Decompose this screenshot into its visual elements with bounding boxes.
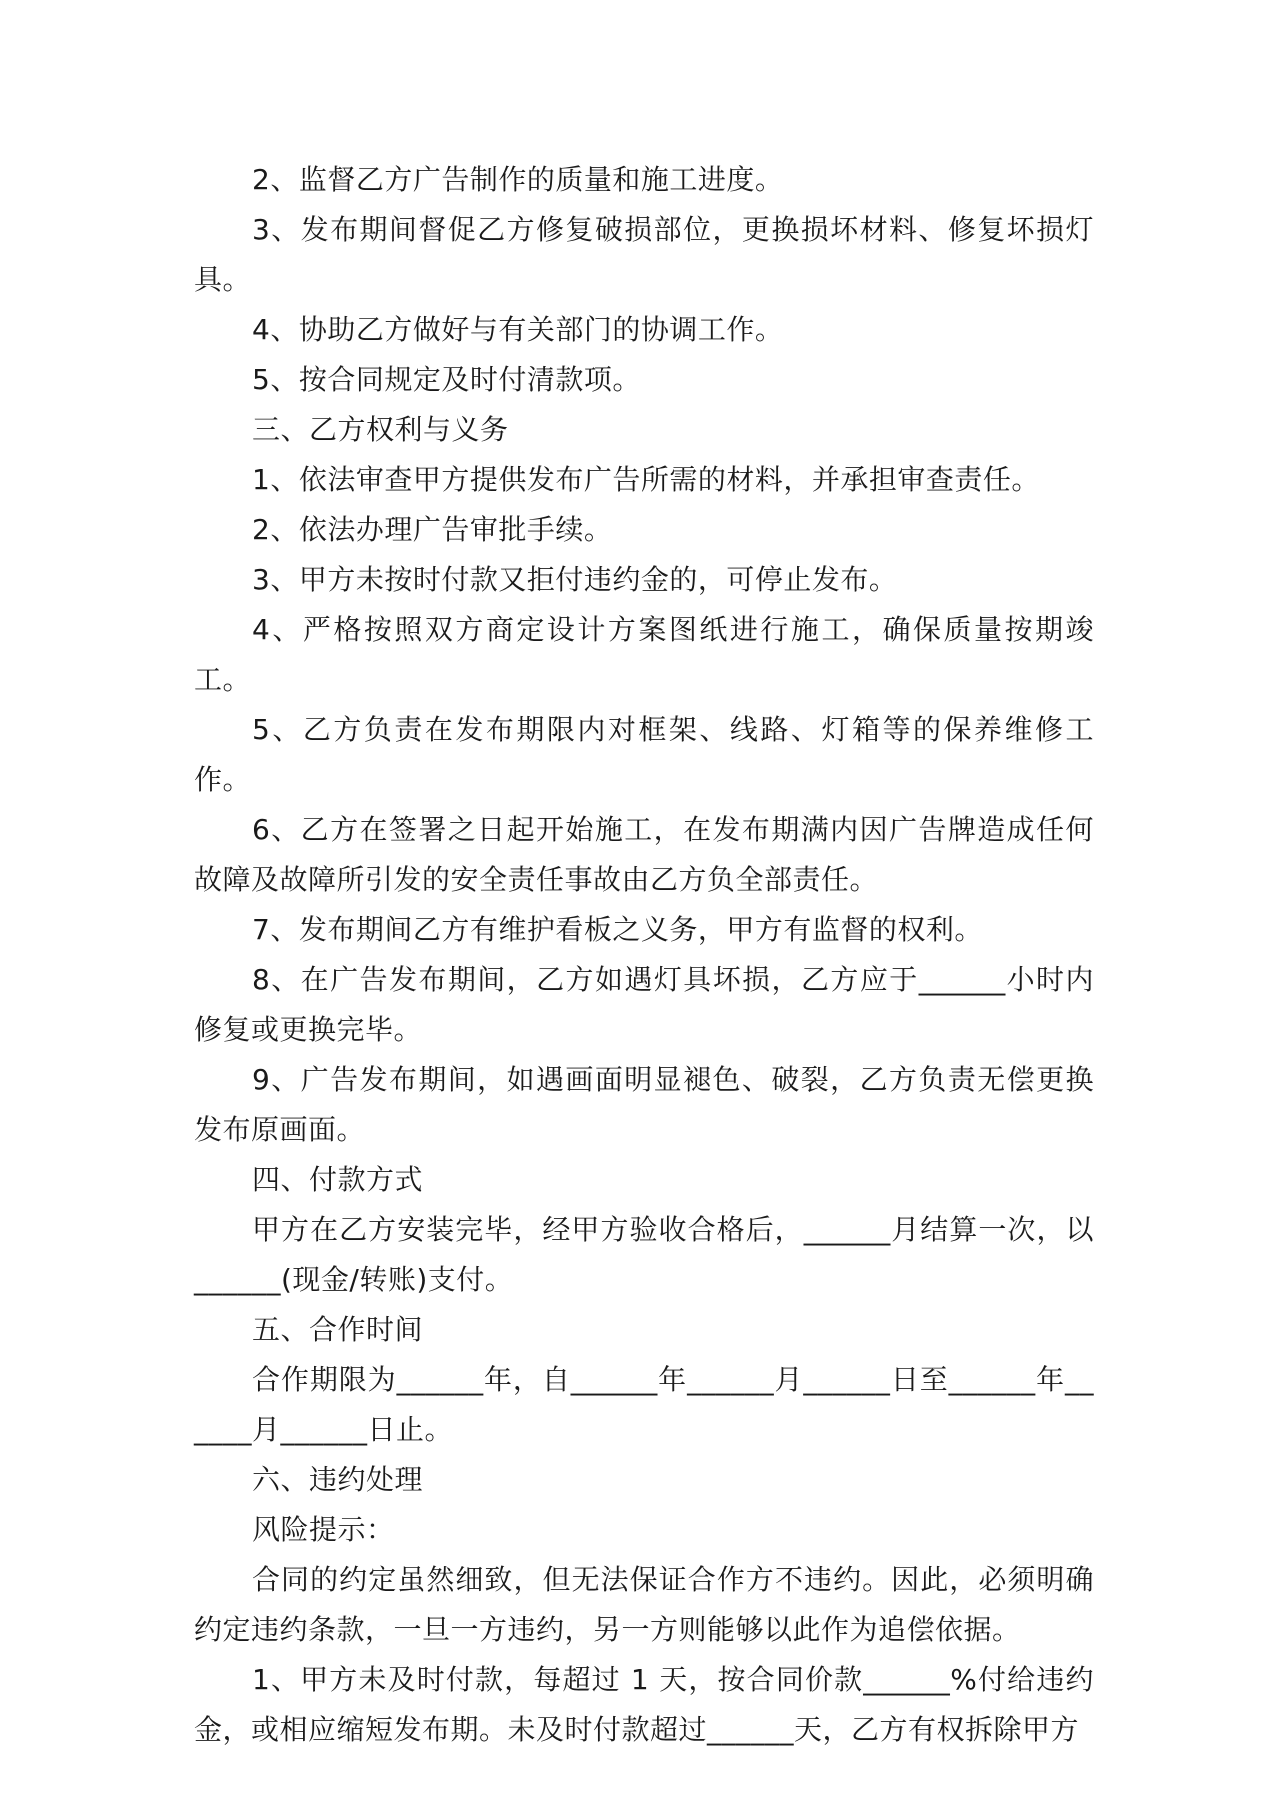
section-heading-cooperation-time: 五、合作时间 [252,1313,424,1346]
section-heading-party-b-rights: 三、乙方权利与义务 [252,413,509,446]
clause-b5-maintenance: 5、乙方负责在发布期限内对框架、线路、灯箱等的保养维修工作。 [194,713,1094,796]
clause-b9-replace-image: 9、广告发布期间，如遇画面明显褪色、破裂，乙方负责无偿更换发布原画面。 [194,1063,1094,1146]
clause-b2-approval-procedures: 2、依法办理广告审批手续。 [252,513,613,546]
cooperation-period: 合作期限为______年，自______年______月______日至______年______月______日止。 [194,1363,1094,1446]
section-heading-payment: 四、付款方式 [252,1163,424,1196]
clause-2-supervise-quality: 2、监督乙方广告制作的质量和施工进度。 [252,163,784,196]
clause-4-assist-coordination: 4、协助乙方做好与有关部门的协调工作。 [252,313,784,346]
payment-terms: 甲方在乙方安装完毕，经甲方验收合格后，______月结算一次，以______(现金/转账)支付。 [194,1213,1094,1296]
clause-3-urge-repair: 3、发布期间督促乙方修复破损部位，更换损坏材料、修复坏损灯具。 [194,213,1094,296]
clause-b6-safety-liability: 6、乙方在签署之日起开始施工，在发布期满内因广告牌造成任何故障及故障所引发的安全责任事故由乙方负全部责任。 [194,813,1094,896]
clause-b8-lamp-repair: 8、在广告发布期间，乙方如遇灯具坏损，乙方应于______小时内修复或更换完毕。 [194,963,1094,1046]
risk-notice-label: 风险提示： [252,1513,395,1546]
clause-b4-construction-plan: 4、严格按照双方商定设计方案图纸进行施工，确保质量按期竣工。 [194,613,1094,696]
clause-5-pay-on-time: 5、按合同规定及时付清款项。 [252,363,641,396]
section-heading-breach: 六、违约处理 [252,1463,424,1496]
document-body [194,155,1094,1755]
clause-b3-stop-publishing: 3、甲方未按时付款又拒付违约金的，可停止发布。 [252,563,898,596]
breach-clause-1: 1、甲方未及时付款，每超过 1 天，按合同价款______%付给违约金，或相应缩短发布期。未及时付款超过______天，乙方有权拆除甲方 [194,1663,1094,1746]
clause-b1-review-materials: 1、依法审查甲方提供发布广告所需的材料，并承担审查责任。 [252,463,1040,496]
clause-b7-maintain-billboard: 7、发布期间乙方有维护看板之义务，甲方有监督的权利。 [252,913,983,946]
risk-notice-text: 合同的约定虽然细致，但无法保证合作方不违约。因此，必须明确约定违约条款，一旦一方违约，另一方则能够以此作为追偿依据。 [194,1563,1094,1646]
